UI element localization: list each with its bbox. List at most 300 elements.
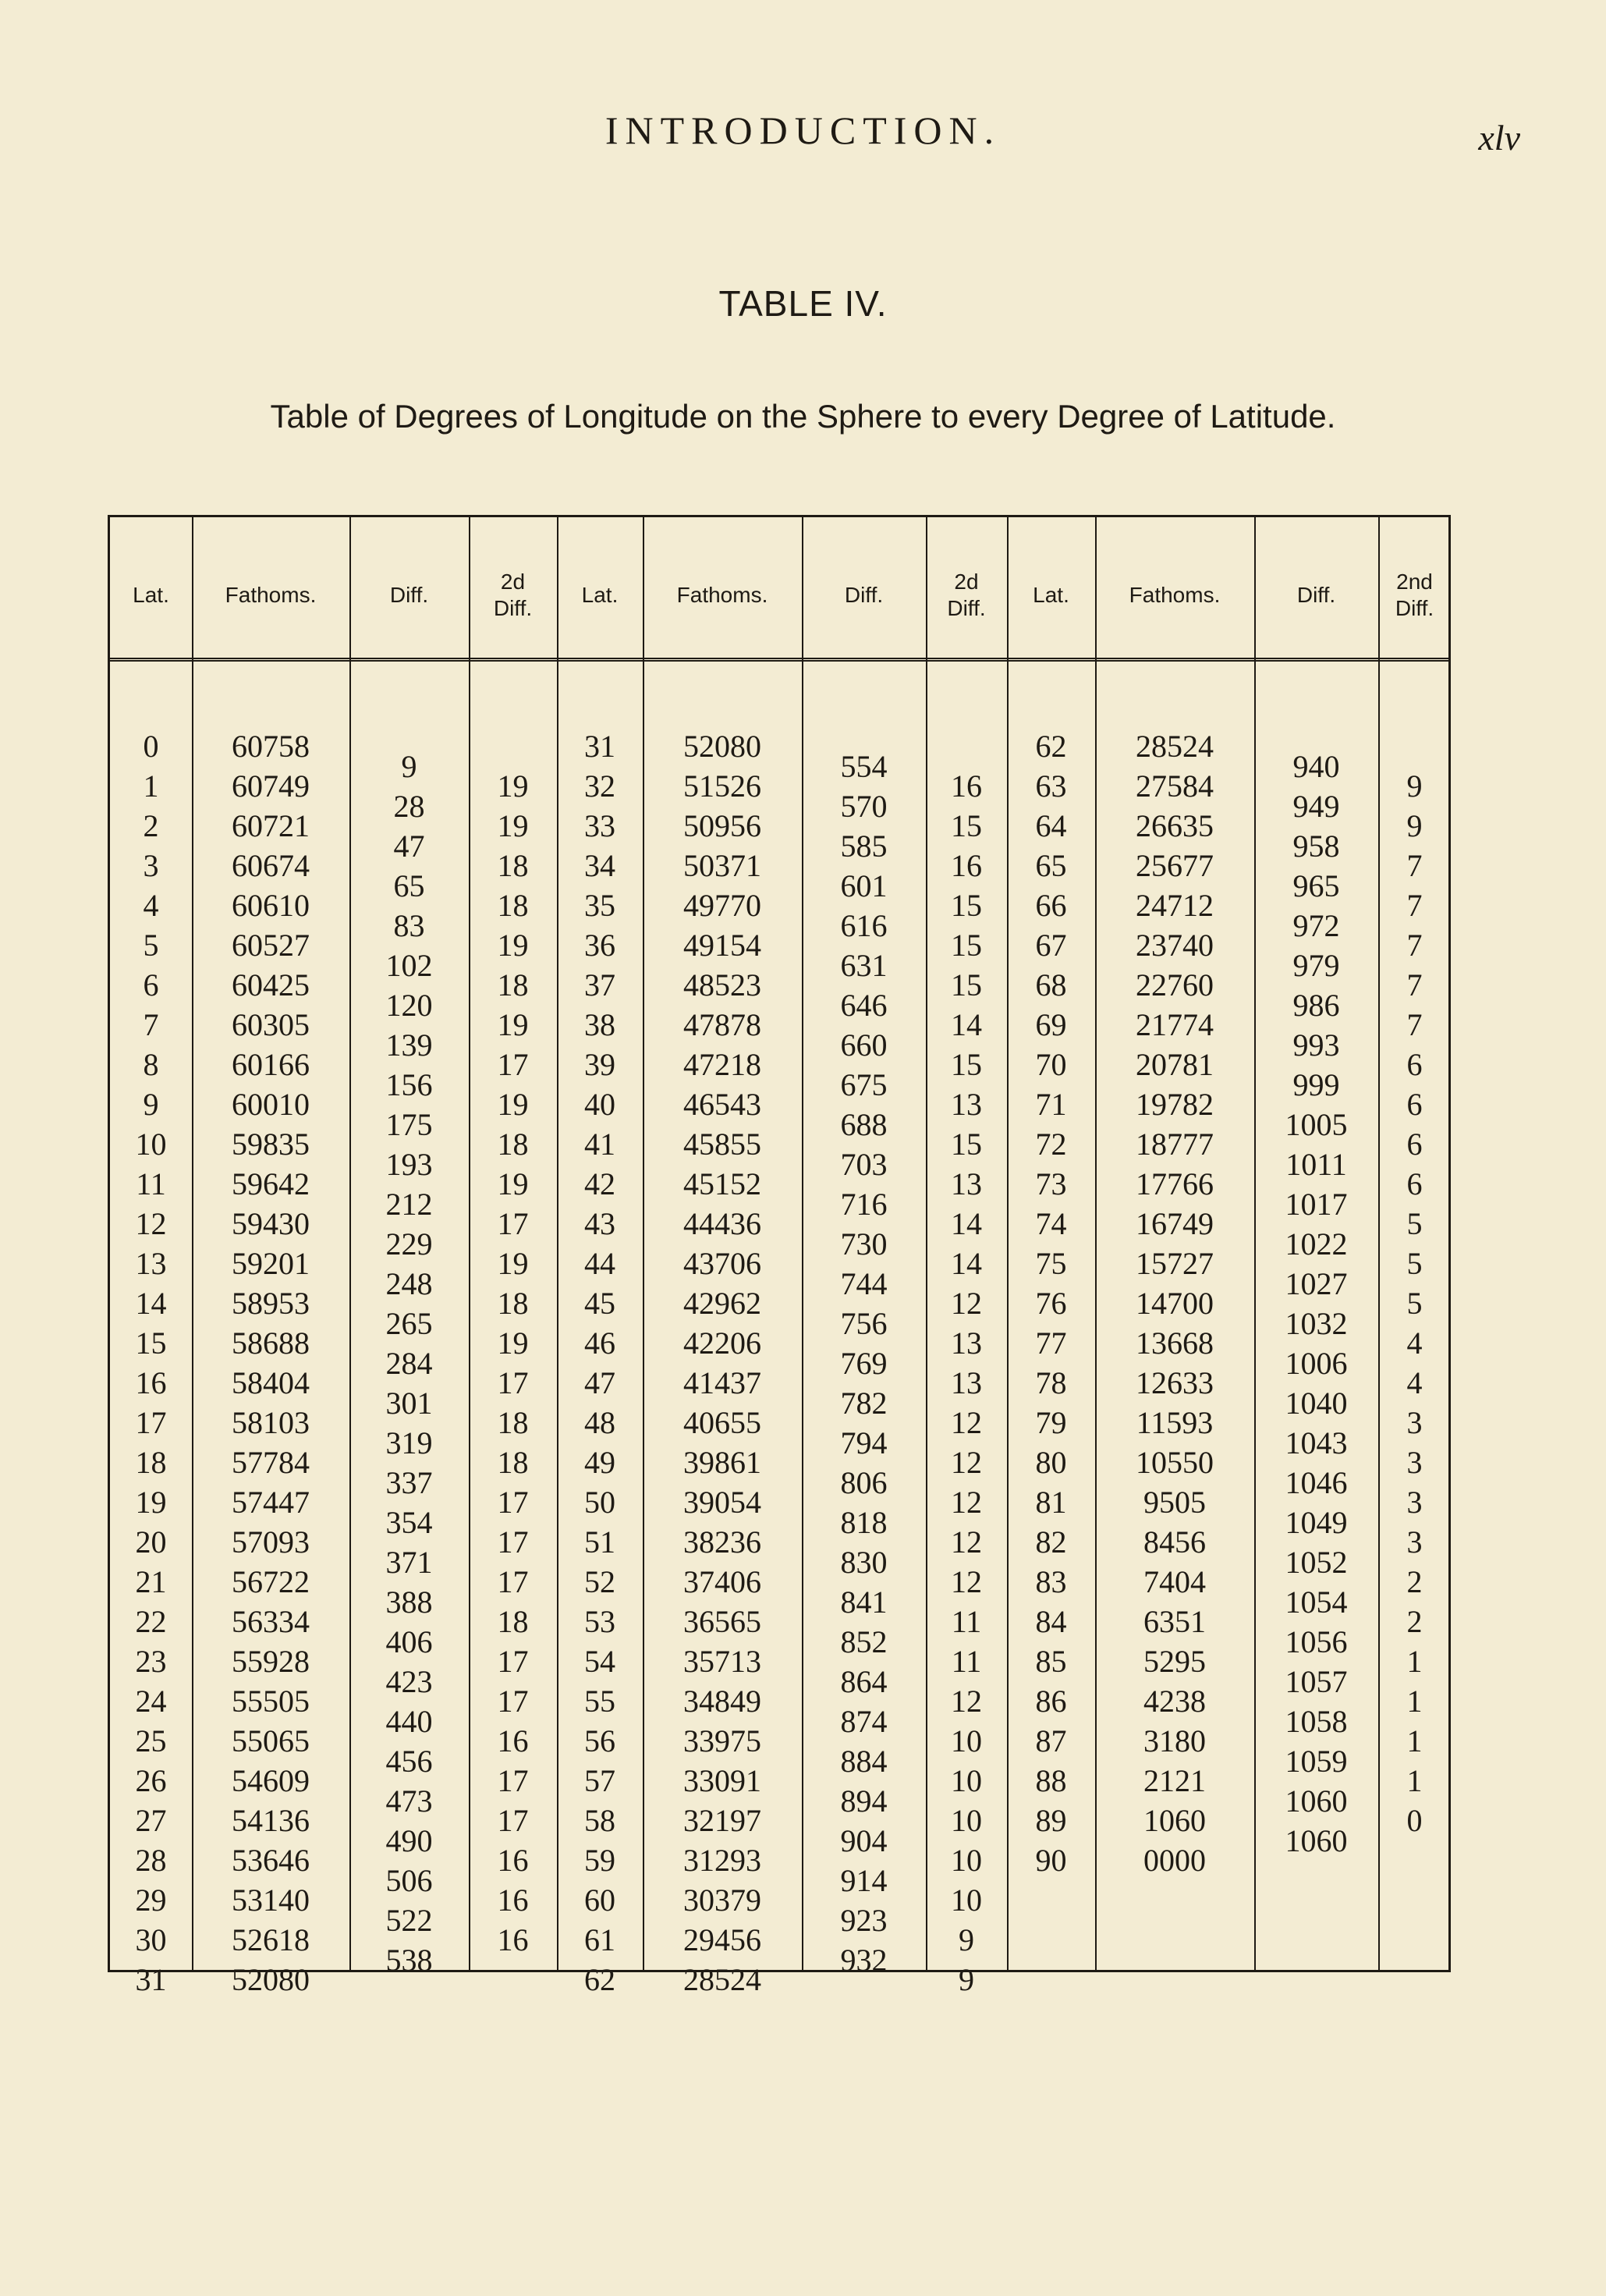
table-cell: 703 <box>840 1147 888 1182</box>
table-cell: 12 <box>951 1445 982 1480</box>
table-cell: 1032 <box>1285 1306 1348 1341</box>
table-cell: 33975 <box>683 1723 761 1758</box>
table-cell: 212 <box>385 1187 433 1222</box>
table-cell: 85 <box>1035 1644 1067 1679</box>
table-cell: 1022 <box>1285 1226 1348 1262</box>
table-cell: 1017 <box>1285 1187 1348 1222</box>
table-cell: 7 <box>1406 1007 1423 1042</box>
table-cell: 81 <box>1035 1485 1067 1520</box>
table-cell: 646 <box>840 988 888 1023</box>
table-cell: 22 <box>135 1604 167 1639</box>
table-cell: 3 <box>143 848 159 883</box>
table-cell: 18 <box>135 1445 167 1480</box>
table-cell: 47 <box>584 1365 615 1400</box>
table-cell: 301 <box>385 1386 433 1421</box>
table-cell: 1060 <box>1285 1783 1348 1819</box>
table-cell: 319 <box>385 1425 433 1460</box>
column-header <box>469 548 557 642</box>
table-cell: 43706 <box>683 1246 761 1281</box>
table-cell: 5 <box>1406 1286 1423 1321</box>
column-header <box>643 548 802 642</box>
column-header <box>1254 548 1378 642</box>
table-cell: 52080 <box>232 1962 310 1997</box>
table-cell: 12 <box>951 1286 982 1321</box>
table-cell: 1043 <box>1285 1425 1348 1460</box>
table-cell: 31293 <box>683 1843 761 1878</box>
table-cell: 39 <box>584 1047 615 1082</box>
table-cell: 22760 <box>1136 967 1214 1003</box>
table-cell: 730 <box>840 1226 888 1262</box>
table-cell: 38236 <box>683 1524 761 1560</box>
table-cell: 5 <box>1406 1246 1423 1281</box>
table-cell: 914 <box>840 1863 888 1898</box>
table-cell: 9 <box>1406 768 1423 804</box>
table-cell: 15 <box>135 1325 167 1361</box>
table-cell: 42962 <box>683 1286 761 1321</box>
table-cell: 979 <box>1292 948 1340 983</box>
table-cell: 16 <box>951 768 982 804</box>
table-cell: 18 <box>497 1127 529 1162</box>
table-cell: 19 <box>497 1325 529 1361</box>
table-cell: 36 <box>584 928 615 963</box>
table-cell: 57447 <box>232 1485 310 1520</box>
table-cell: 34 <box>584 848 615 883</box>
table-cell: 284 <box>385 1346 433 1381</box>
table-cell: 13 <box>135 1246 167 1281</box>
table-cell: 59430 <box>232 1206 310 1241</box>
table-cell: 248 <box>385 1266 433 1301</box>
table-cell: 13 <box>951 1087 982 1122</box>
running-head: INTRODUCTION. <box>604 108 1002 152</box>
table-cell: 923 <box>840 1903 888 1938</box>
table-cell: 58103 <box>232 1405 310 1440</box>
table-cell: 10 <box>951 1803 982 1838</box>
table-cell: 17 <box>135 1405 167 1440</box>
column-header <box>1095 548 1254 642</box>
table-cell: 75 <box>1035 1246 1067 1281</box>
table-cell: 1057 <box>1285 1664 1348 1699</box>
table-cell: 31 <box>584 729 615 764</box>
table-cell: 756 <box>840 1306 888 1341</box>
table-cell: 9 <box>143 1087 159 1122</box>
table-cell: 2 <box>1406 1604 1423 1639</box>
table-cell: 794 <box>840 1425 888 1460</box>
table-cell: 60305 <box>232 1007 310 1042</box>
table-cell: 86 <box>1035 1684 1067 1719</box>
table-cell: 17 <box>497 1485 529 1520</box>
table-cell: 7404 <box>1143 1564 1206 1599</box>
table-cell: 57093 <box>232 1524 310 1560</box>
table-cell: 371 <box>385 1545 433 1580</box>
table-cell: 3 <box>1406 1445 1423 1480</box>
column-header-label: Fathoms. <box>676 583 768 607</box>
table-cell: 31 <box>135 1962 167 1997</box>
table-cell: 18 <box>497 888 529 923</box>
table-cell: 76 <box>1035 1286 1067 1321</box>
table-cell: 72 <box>1035 1127 1067 1162</box>
table-cell: 45 <box>584 1286 615 1321</box>
table-cell: 46543 <box>683 1087 761 1122</box>
table-cell: 55928 <box>232 1644 310 1679</box>
table-cell: 49 <box>584 1445 615 1480</box>
table-cell: 39861 <box>683 1445 761 1480</box>
table-cell: 60527 <box>232 928 310 963</box>
column-header <box>1007 548 1095 642</box>
table-cell: 1 <box>1406 1723 1423 1758</box>
table-cell: 16 <box>497 1883 529 1918</box>
table-cell: 949 <box>1292 789 1340 824</box>
longitude-table <box>108 515 1451 1997</box>
table-cell: 0000 <box>1143 1843 1206 1878</box>
table-cell: 15 <box>951 808 982 843</box>
table-cell: 47878 <box>683 1007 761 1042</box>
table-cell: 61 <box>584 1922 615 1957</box>
table-cell: 27 <box>135 1803 167 1838</box>
table-cell: 24712 <box>1136 888 1214 923</box>
table-cell: 60 <box>584 1883 615 1918</box>
table-cell: 32197 <box>683 1803 761 1838</box>
table-cell: 19 <box>135 1485 167 1520</box>
table-caption: Table of Degrees of Longitude on the Sphere to every Degree of Latitude. <box>270 398 1336 435</box>
table-cell: 60721 <box>232 808 310 843</box>
table-cell: 30 <box>135 1922 167 1957</box>
table-cell: 932 <box>840 1943 888 1978</box>
table-cell: 41437 <box>683 1365 761 1400</box>
table-cell: 10 <box>951 1843 982 1878</box>
column-header-label: Lat. <box>581 583 619 607</box>
table-cell: 10 <box>135 1127 167 1162</box>
column-header <box>349 548 469 642</box>
table-cell: 84 <box>1035 1604 1067 1639</box>
table-cell: 958 <box>1292 829 1340 864</box>
table-cell: 440 <box>385 1704 433 1739</box>
table-cell: 17 <box>497 1803 529 1838</box>
table-cell: 12 <box>951 1524 982 1560</box>
table-cell: 26 <box>135 1763 167 1798</box>
table-cell: 82 <box>1035 1524 1067 1560</box>
table-cell: 62 <box>584 1962 615 1997</box>
table-cell: 42 <box>584 1166 615 1201</box>
table-cell: 18 <box>497 1286 529 1321</box>
table-cell: 5 <box>1406 1206 1423 1241</box>
table-cell: 884 <box>840 1744 888 1779</box>
table-cell: 51 <box>584 1524 615 1560</box>
table-cell: 60758 <box>232 729 310 764</box>
table-cell: 50371 <box>683 848 761 883</box>
table-cell: 19 <box>497 1087 529 1122</box>
table-cell: 68 <box>1035 967 1067 1003</box>
table-cell: 2 <box>143 808 159 843</box>
table-cell: 1040 <box>1285 1386 1348 1421</box>
table-cell: 17766 <box>1136 1166 1214 1201</box>
table-cell: 1058 <box>1285 1704 1348 1739</box>
table-cell: 818 <box>840 1505 888 1540</box>
table-cell: 35 <box>584 888 615 923</box>
table-cell: 986 <box>1292 988 1340 1023</box>
table-cell: 78 <box>1035 1365 1067 1400</box>
table-cell: 3 <box>1406 1524 1423 1560</box>
table-cell: 87 <box>1035 1723 1067 1758</box>
table-cell: 56 <box>584 1723 615 1758</box>
table-cell: 15 <box>951 1127 982 1162</box>
table-cell: 16 <box>497 1723 529 1758</box>
table-cell: 58688 <box>232 1325 310 1361</box>
table-cell: 52080 <box>683 729 761 764</box>
table-cell: 59 <box>584 1843 615 1878</box>
table-cell: 423 <box>385 1664 433 1699</box>
table-cell: 33091 <box>683 1763 761 1798</box>
table-cell: 34849 <box>683 1684 761 1719</box>
table-cell: 20781 <box>1136 1047 1214 1082</box>
table-cell: 19 <box>497 1166 529 1201</box>
table-cell: 18 <box>497 1445 529 1480</box>
table-cell: 44 <box>584 1246 615 1281</box>
table-cell: 39054 <box>683 1485 761 1520</box>
table-cell: 9 <box>1406 808 1423 843</box>
table-cell: 80 <box>1035 1445 1067 1480</box>
table-cell: 14 <box>135 1286 167 1321</box>
table-cell: 17 <box>497 1564 529 1599</box>
table-cell: 841 <box>840 1584 888 1620</box>
table-cell: 17 <box>497 1763 529 1798</box>
table-cell: 17 <box>497 1206 529 1241</box>
column-header-label: Fathoms. <box>225 583 317 607</box>
table-cell: 15727 <box>1136 1246 1214 1281</box>
table-cell: 0 <box>143 729 159 764</box>
table-cell: 90 <box>1035 1843 1067 1878</box>
column-header-label: 2d Diff. <box>493 570 533 620</box>
table-cell: 67 <box>1035 928 1067 963</box>
column-header <box>192 548 349 642</box>
table-cell: 554 <box>840 749 888 784</box>
table-cell: 25677 <box>1136 848 1214 883</box>
table-cell: 16749 <box>1136 1206 1214 1241</box>
table-cell: 175 <box>385 1107 433 1142</box>
table-cell: 37 <box>584 967 615 1003</box>
table-cell: 12 <box>951 1684 982 1719</box>
table-cell: 17 <box>497 1684 529 1719</box>
table-cell: 27584 <box>1136 768 1214 804</box>
table-cell: 54609 <box>232 1763 310 1798</box>
table-cell: 12 <box>951 1405 982 1440</box>
table-cell: 65 <box>393 868 425 903</box>
table-cell: 4238 <box>1143 1684 1206 1719</box>
table-cell: 13 <box>951 1365 982 1400</box>
table-cell: 19 <box>497 768 529 804</box>
table-cell: 18 <box>497 848 529 883</box>
table-cell: 102 <box>385 948 433 983</box>
table-cell: 830 <box>840 1545 888 1580</box>
table-cell: 71 <box>1035 1087 1067 1122</box>
column-header-label: Diff. <box>844 583 884 607</box>
column-header-label: 2nd Diff. <box>1395 570 1434 620</box>
table-cell: 55 <box>584 1684 615 1719</box>
table-cell: 53140 <box>232 1883 310 1918</box>
table-cell: 63 <box>1035 768 1067 804</box>
table-cell: 13 <box>951 1166 982 1201</box>
table-cell: 50956 <box>683 808 761 843</box>
table-cell: 51526 <box>683 768 761 804</box>
table-cell: 56334 <box>232 1604 310 1639</box>
column-header <box>926 548 1007 642</box>
table-cell: 46 <box>584 1325 615 1361</box>
table-cell: 1054 <box>1285 1584 1348 1620</box>
table-cell: 17 <box>497 1644 529 1679</box>
table-cell: 490 <box>385 1823 433 1858</box>
table-cell: 940 <box>1292 749 1340 784</box>
table-cell: 43 <box>584 1206 615 1241</box>
table-cell: 66 <box>1035 888 1067 923</box>
table-cell: 37406 <box>683 1564 761 1599</box>
table-cell: 473 <box>385 1783 433 1819</box>
table-cell: 15 <box>951 928 982 963</box>
page-number: xlv <box>1478 118 1520 158</box>
table-cell: 15 <box>951 888 982 923</box>
table-cell: 17 <box>497 1047 529 1082</box>
table-cell: 57784 <box>232 1445 310 1480</box>
table-cell: 806 <box>840 1465 888 1500</box>
table-cell: 40655 <box>683 1405 761 1440</box>
table-cell: 59642 <box>232 1166 310 1201</box>
table-cell: 19782 <box>1136 1087 1214 1122</box>
table-cell: 585 <box>840 829 888 864</box>
table-cell: 1 <box>1406 1763 1423 1798</box>
table-cell: 44436 <box>683 1206 761 1241</box>
table-cell: 41 <box>584 1127 615 1162</box>
table-cell: 616 <box>840 908 888 943</box>
column-header <box>110 548 192 642</box>
table-cell: 1 <box>1406 1644 1423 1679</box>
table-cell: 10 <box>951 1763 982 1798</box>
table-cell: 19 <box>497 808 529 843</box>
column-header-label: Fathoms. <box>1129 583 1221 607</box>
table-cell: 7 <box>143 1007 159 1042</box>
table-cell: 28524 <box>683 1962 761 1997</box>
table-cell: 40 <box>584 1087 615 1122</box>
table-cell: 337 <box>385 1465 433 1500</box>
table-cell: 19 <box>497 1007 529 1042</box>
table-cell: 7 <box>1406 928 1423 963</box>
table-cell: 4 <box>1406 1325 1423 1361</box>
table-cell: 10 <box>951 1883 982 1918</box>
table-cell: 139 <box>385 1027 433 1063</box>
table-cell: 50 <box>584 1485 615 1520</box>
table-cell: 83 <box>1035 1564 1067 1599</box>
table-cell: 49770 <box>683 888 761 923</box>
table-cell: 874 <box>840 1704 888 1739</box>
table-cell: 1005 <box>1285 1107 1348 1142</box>
table-cell: 49154 <box>683 928 761 963</box>
table-cell: 60425 <box>232 967 310 1003</box>
table-cell: 999 <box>1292 1067 1340 1102</box>
table-cell: 69 <box>1035 1007 1067 1042</box>
table-cell: 54136 <box>232 1803 310 1838</box>
table-cell: 1060 <box>1143 1803 1206 1838</box>
table-cell: 74 <box>1035 1206 1067 1241</box>
table-cell: 522 <box>385 1903 433 1938</box>
table-cell: 993 <box>1292 1027 1340 1063</box>
table-cell: 6 <box>1406 1127 1423 1162</box>
table-cell: 570 <box>840 789 888 824</box>
table-cell: 83 <box>393 908 425 943</box>
table-cell: 120 <box>385 988 433 1023</box>
table-cell: 73 <box>1035 1166 1067 1201</box>
table-cell: 864 <box>840 1664 888 1699</box>
table-cell: 13668 <box>1136 1325 1214 1361</box>
table-cell: 7 <box>1406 848 1423 883</box>
table-cell: 1049 <box>1285 1505 1348 1540</box>
table-cell: 10550 <box>1136 1445 1214 1480</box>
table-cell: 0 <box>1406 1803 1423 1838</box>
table-cell: 29456 <box>683 1922 761 1957</box>
table-cell: 17 <box>497 1365 529 1400</box>
table-cell: 1060 <box>1285 1823 1348 1858</box>
table-cell: 60674 <box>232 848 310 883</box>
table-cell: 59201 <box>232 1246 310 1281</box>
table-cell: 88 <box>1035 1763 1067 1798</box>
table-cell: 193 <box>385 1147 433 1182</box>
table-cell: 7 <box>1406 888 1423 923</box>
table-cell: 406 <box>385 1624 433 1659</box>
table-cell: 52618 <box>232 1922 310 1957</box>
table-cell: 1 <box>143 768 159 804</box>
table-cell: 4 <box>1406 1365 1423 1400</box>
table-cell: 19 <box>497 1246 529 1281</box>
table-cell: 601 <box>840 868 888 903</box>
table-cell: 28 <box>135 1843 167 1878</box>
table-cell: 904 <box>840 1823 888 1858</box>
table-cell: 716 <box>840 1187 888 1222</box>
table-cell: 58 <box>584 1803 615 1838</box>
table-cell: 26635 <box>1136 808 1214 843</box>
table-cell: 388 <box>385 1584 433 1620</box>
column-header-label: 2d Diff. <box>947 570 986 620</box>
table-cell: 53646 <box>232 1843 310 1878</box>
table-cell: 29 <box>135 1883 167 1918</box>
table-cell: 1027 <box>1285 1266 1348 1301</box>
table-cell: 47218 <box>683 1047 761 1082</box>
table-cell: 1059 <box>1285 1744 1348 1779</box>
table-cell: 1056 <box>1285 1624 1348 1659</box>
table-cell: 660 <box>840 1027 888 1063</box>
table-cell: 1011 <box>1285 1147 1347 1182</box>
table-cell: 11 <box>951 1604 982 1639</box>
table-cell: 894 <box>840 1783 888 1819</box>
table-cell: 12 <box>951 1564 982 1599</box>
table-cell: 19 <box>497 928 529 963</box>
table-cell: 21 <box>135 1564 167 1599</box>
table-cell: 58404 <box>232 1365 310 1400</box>
table-cell: 36565 <box>683 1604 761 1639</box>
table-cell: 48 <box>584 1405 615 1440</box>
table-cell: 8 <box>143 1047 159 1082</box>
table-cell: 16 <box>951 848 982 883</box>
table-cell: 77 <box>1035 1325 1067 1361</box>
table-cell: 55065 <box>232 1723 310 1758</box>
table-cell: 5295 <box>1143 1644 1206 1679</box>
table-cell: 156 <box>385 1067 433 1102</box>
table-cell: 16 <box>497 1843 529 1878</box>
column-header-label: Diff. <box>1296 583 1336 607</box>
table-cell: 56722 <box>232 1564 310 1599</box>
table-cell: 675 <box>840 1067 888 1102</box>
table-cell: 21774 <box>1136 1007 1214 1042</box>
table-cell: 14700 <box>1136 1286 1214 1321</box>
table-cell: 15 <box>951 967 982 1003</box>
table-cell: 53 <box>584 1604 615 1639</box>
table-cell: 769 <box>840 1346 888 1381</box>
table-cell: 48523 <box>683 967 761 1003</box>
